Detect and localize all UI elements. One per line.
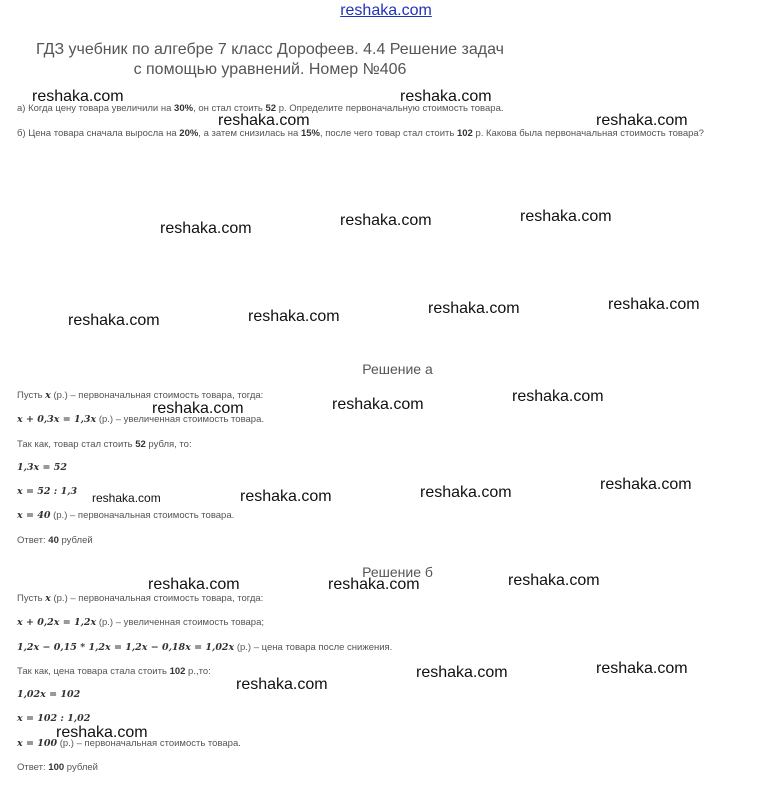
task-b-text: , а затем снизилась на bbox=[198, 128, 301, 139]
solution-b-line: x = 102 : 1,02 bbox=[17, 713, 91, 724]
solution-a-line: Пусть x (р.) – первоначальная стоимость товара, тогда: bbox=[17, 390, 264, 401]
page-title-line-2: с помощью уравнений. Номер №406 bbox=[133, 61, 407, 78]
solution-b-answer: Ответ: 100 рублей bbox=[17, 762, 98, 773]
watermark: reshaka.com bbox=[340, 212, 432, 229]
watermark: reshaka.com bbox=[32, 88, 124, 105]
task-b-value: 102 bbox=[456, 128, 473, 139]
watermark: reshaka.com bbox=[520, 208, 612, 225]
watermark: reshaka.com bbox=[608, 296, 700, 313]
watermark: reshaka.com bbox=[512, 388, 604, 405]
watermark: reshaka.com bbox=[600, 476, 692, 493]
solution-a-heading: Решение а bbox=[362, 361, 433, 377]
watermark: reshaka.com bbox=[236, 676, 328, 693]
watermark: reshaka.com bbox=[508, 572, 600, 589]
watermark: reshaka.com bbox=[420, 484, 512, 501]
watermark: reshaka.com bbox=[332, 396, 424, 413]
watermark: reshaka.com bbox=[148, 576, 240, 593]
solution-b-line: x = 100 (р.) – первоначальная стоимость товара. bbox=[17, 738, 241, 749]
solution-a-line: x = 40 (р.) – первоначальная стоимость товара. bbox=[17, 510, 235, 521]
solution-b-line: x + 0,2x = 1,2x (р.) – увеличенная стоимость товара; bbox=[17, 617, 265, 628]
watermark: reshaka.com bbox=[218, 112, 310, 129]
watermark: reshaka.com bbox=[152, 400, 244, 417]
task-b-value: 15% bbox=[300, 128, 320, 139]
page-title-line-1: ГДЗ учебник по алгебре 7 класс Дорофеев. 4.4 Решение задач bbox=[36, 41, 504, 58]
task-b-text: , после чего товар стал стоить bbox=[319, 128, 457, 139]
solution-a-line: x = 52 : 1,3 bbox=[17, 486, 78, 497]
task-a-text: , он стал стоить bbox=[193, 103, 266, 114]
watermark: reshaka.com bbox=[428, 300, 520, 317]
watermark: reshaka.com bbox=[92, 491, 161, 505]
watermark: reshaka.com bbox=[248, 308, 340, 325]
task-a-value: 30% bbox=[174, 103, 194, 114]
watermark: reshaka.com bbox=[328, 576, 420, 593]
solution-b-heading: Решение б bbox=[362, 564, 433, 580]
watermark: reshaka.com bbox=[160, 220, 252, 237]
watermark: reshaka.com bbox=[400, 88, 492, 105]
watermark: reshaka.com bbox=[596, 660, 688, 677]
task-a-value: 52 bbox=[265, 103, 277, 114]
task-a-text: а) Когда цену товара увеличили на bbox=[17, 103, 175, 114]
solution-b-line: 1,2x − 0,15 * 1,2x = 1,2x − 0,18x = 1,02x (р.) – цена товара после снижения. bbox=[17, 642, 393, 653]
solution-b-line: Пусть x (р.) – первоначальная стоимость товара, тогда: bbox=[17, 593, 264, 604]
watermark: reshaka.com bbox=[56, 724, 148, 741]
site-link[interactable]: reshaka.com bbox=[340, 2, 432, 19]
watermark: reshaka.com bbox=[596, 112, 688, 129]
watermark: reshaka.com bbox=[68, 312, 160, 329]
solution-a-line: 1,3x = 52 bbox=[17, 462, 67, 473]
task-b-text: б) Цена товара сначала выросла на bbox=[17, 128, 180, 139]
task-a-text: р. Определите первоначальную стоимость товара. bbox=[276, 103, 504, 114]
solution-a-line: x + 0,3x = 1,3x (р.) – увеличенная стоимость товара. bbox=[17, 414, 265, 425]
page-title bbox=[0, 40, 540, 80]
solution-b-line: 1,02x = 102 bbox=[17, 689, 81, 700]
solution-b-line: Так как, цена товара стала стоить 102 р.,то: bbox=[17, 666, 211, 677]
task-b-text: р. Какова была первоначальная стоимость товара? bbox=[472, 128, 704, 139]
watermark: reshaka.com bbox=[240, 488, 332, 505]
watermark: reshaka.com bbox=[416, 664, 508, 681]
solution-a-answer: Ответ: 40 рублей bbox=[17, 535, 93, 546]
task-b-value: 20% bbox=[179, 128, 199, 139]
solution-a-line: Так как, товар стал стоить 52 рубля, то: bbox=[17, 439, 192, 450]
